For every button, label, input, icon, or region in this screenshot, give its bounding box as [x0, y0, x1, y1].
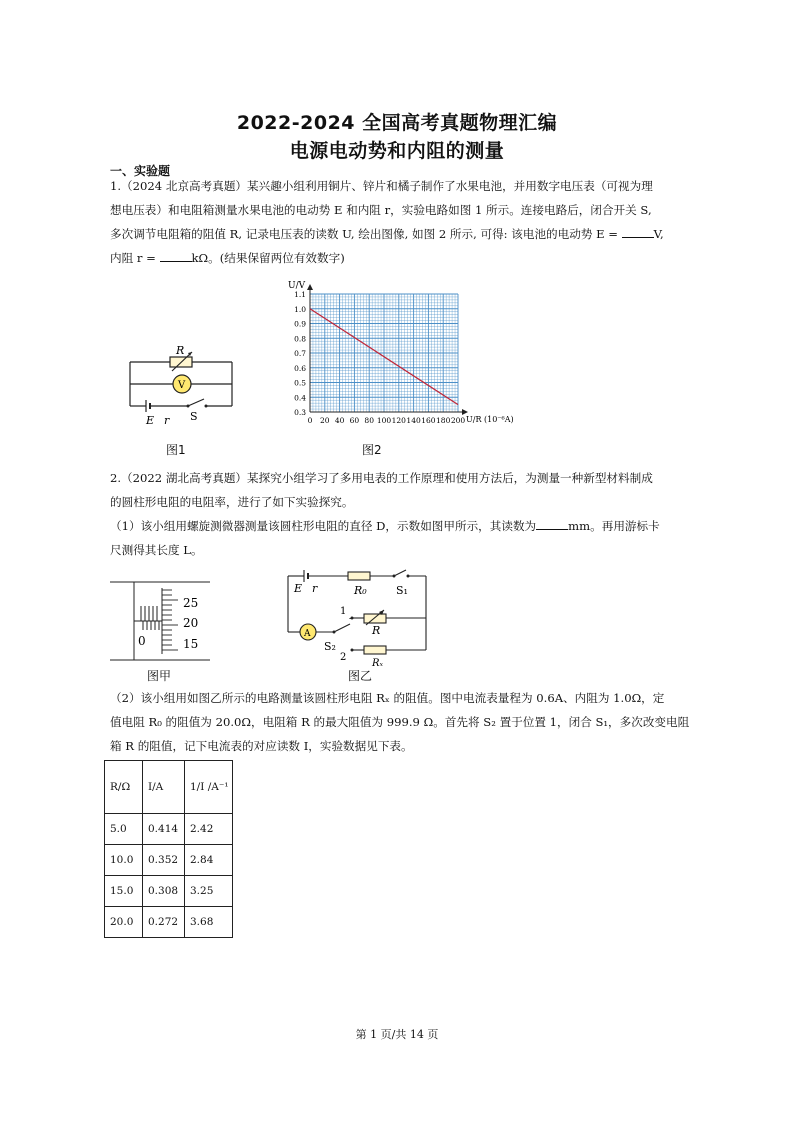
- fig1-caption: 图1: [166, 443, 186, 457]
- yi-label-r: r: [312, 582, 318, 595]
- table-cell: 10.0: [105, 845, 143, 876]
- fig1-label-internal-r: r: [164, 414, 170, 427]
- micrometer-zero: 0: [138, 634, 146, 648]
- y-tick-label: 0.3: [294, 408, 306, 417]
- yi-label-r0: R₀: [354, 584, 367, 597]
- table-cell: 0.414: [143, 814, 185, 845]
- x-tick-label: 100: [376, 416, 392, 425]
- x-tick-label: 60: [349, 416, 360, 425]
- x-tick-label: 40: [334, 416, 345, 425]
- q1-line3: [110, 222, 710, 246]
- data-table: [104, 760, 233, 938]
- table-cell: 3.68: [185, 907, 233, 938]
- figure-1-circuit: [122, 342, 240, 430]
- table-row: [105, 907, 233, 938]
- fig2-caption: 图2: [362, 443, 382, 457]
- yi-label-pos1: 1: [340, 606, 347, 617]
- table-cell: 15.0: [105, 876, 143, 907]
- table-cell: 2.84: [185, 845, 233, 876]
- answer-blank-r[interactable]: [160, 249, 192, 262]
- table-cell: 3.25: [185, 876, 233, 907]
- yi-label-s2: S₂: [324, 640, 336, 653]
- y-tick-label: 0.7: [294, 349, 306, 358]
- table-header-row: [105, 761, 233, 814]
- page-footer: 第 1 页/共 14 页: [355, 1028, 439, 1041]
- yi-label-ammeter: A: [304, 629, 311, 639]
- table-header-cell: R/Ω: [105, 761, 143, 814]
- x-tick-label: 120: [391, 416, 406, 425]
- q2-part2: [110, 686, 710, 758]
- y-tick-label: 1.1: [294, 290, 306, 299]
- table-cell: 0.352: [143, 845, 185, 876]
- table-cell: 0.308: [143, 876, 185, 907]
- fig1-label-e: E: [146, 414, 155, 427]
- q2-part2-line3: 箱 R 的阻值，记下电流表的对应读数 I，实验数据见下表。: [110, 739, 413, 753]
- micrometer-tick-25: 25: [183, 596, 199, 610]
- x-tick-label: 80: [364, 416, 374, 425]
- answer-blank-d[interactable]: [536, 517, 568, 530]
- table-row: [105, 814, 233, 845]
- page-title: 2022-2024 全国高考真题物理汇编: [236, 112, 558, 134]
- yi-label-e: E: [294, 582, 303, 595]
- table-cell: 5.0: [105, 814, 143, 845]
- y-tick-label: 0.9: [294, 319, 306, 329]
- fig1-label-r: R: [176, 344, 185, 357]
- micrometer-tick-20: 20: [183, 616, 199, 630]
- table-row: [105, 876, 233, 907]
- x-tick-label: 20: [320, 416, 330, 425]
- q2-line2: 的圆柱形电阻的电阻率，进行了如下实验探究。: [110, 495, 354, 509]
- chart-x-label: U/R (10⁻⁶A): [466, 415, 514, 424]
- y-axis-arrow: [307, 284, 313, 290]
- yi-label-rx: Rₓ: [372, 658, 384, 669]
- x-tick-label: 140: [406, 416, 421, 425]
- x-tick-label: 160: [421, 416, 436, 425]
- question-2: [110, 466, 710, 562]
- figure-2-chart: [280, 276, 530, 438]
- q1-line1: 1.（2024 北京高考真题）某兴趣小组利用铜片、锌片和橘子制作了水果电池，并用数字电压表（可视为理: [110, 179, 653, 193]
- yi-label-pos2: 2: [340, 652, 347, 663]
- table-cell: 2.42: [185, 814, 233, 845]
- micrometer-figure: [106, 578, 216, 664]
- q1-line3-unit: V,: [653, 227, 664, 241]
- q1-line4-text: 内阻 r =: [110, 251, 156, 265]
- y-tick-label: 0.5: [294, 378, 306, 388]
- x-tick-label: 0: [307, 416, 313, 425]
- fig-yi-caption: 图乙: [348, 669, 373, 683]
- y-tick-label: 0.4: [294, 393, 306, 403]
- table-header-cell: I/A: [143, 761, 185, 814]
- q2-part1-text: （1）该小组用螺旋测微器测量该圆柱形电阻的直径 D，示数如图甲所示，其读数为: [110, 519, 537, 533]
- q1-line4-unit: kΩ。(结果保留两位有效数字): [191, 251, 345, 265]
- table-row: [105, 845, 233, 876]
- answer-blank-e[interactable]: [622, 225, 654, 238]
- q2-part1-unit: mm。再用游标卡: [568, 519, 660, 533]
- fig1-label-s: S: [190, 410, 198, 423]
- fig-jia-caption: 图甲: [147, 669, 172, 683]
- q1-line2: 想电压表）和电阻箱测量水果电池的电动势 E 和内阻 r，实验电路如图 1 所示。连接电路后，闭合开关 S,: [110, 203, 652, 217]
- x-tick-label: 180: [436, 416, 451, 425]
- q2-part2-line2: 值电阻 R₀ 的阻值为 20.0Ω，电阻箱 R 的最大阻值为 999.9 Ω。首先将 S₂ 置于位置 1，闭合 S₁，多次改变电阻: [110, 715, 690, 729]
- y-tick-label: 0.8: [294, 334, 306, 344]
- y-tick-label: 1.0: [294, 304, 306, 314]
- q2-part1-line1: [110, 514, 710, 538]
- q2-line1: 2.（2022 湖北高考真题）某探究小组学习了多用电表的工作原理和使用方法后，为测量一种新型材料制成: [110, 471, 653, 485]
- yi-label-s1: S₁: [396, 584, 408, 597]
- q1-line3-text: 多次调节电阻箱的阻值 R, 记录电压表的读数 U, 绘出图像, 如图 2 所示, 可得: 该电池的电动势 E =: [110, 227, 618, 241]
- q1-line4: [110, 246, 710, 270]
- q2-part2-line1: （2）该小组用如图乙所示的电路测量该圆柱形电阻 Rₓ 的阻值。图中电流表量程为 0.6A、内阻为 1.0Ω，定: [110, 691, 665, 705]
- page-subtitle: 电源电动势和内阻的测量: [289, 140, 505, 162]
- table-cell: 20.0: [105, 907, 143, 938]
- table-header-cell: 1/I /A⁻¹: [185, 761, 233, 814]
- y-tick-label: 0.6: [294, 363, 306, 373]
- yi-label-rbox: R: [372, 624, 381, 637]
- table-cell: 0.272: [143, 907, 185, 938]
- x-tick-label: 200: [450, 416, 466, 425]
- chart-y-label: U/V: [288, 281, 306, 291]
- section-heading: 一、实验题: [110, 164, 171, 178]
- micrometer-tick-15: 15: [183, 637, 199, 651]
- question-1: [110, 174, 710, 270]
- circuit-yi-figure: [280, 566, 436, 670]
- q2-part1-line2: 尺测得其长度 L。: [110, 543, 203, 557]
- fig1-label-voltmeter: V: [178, 380, 186, 391]
